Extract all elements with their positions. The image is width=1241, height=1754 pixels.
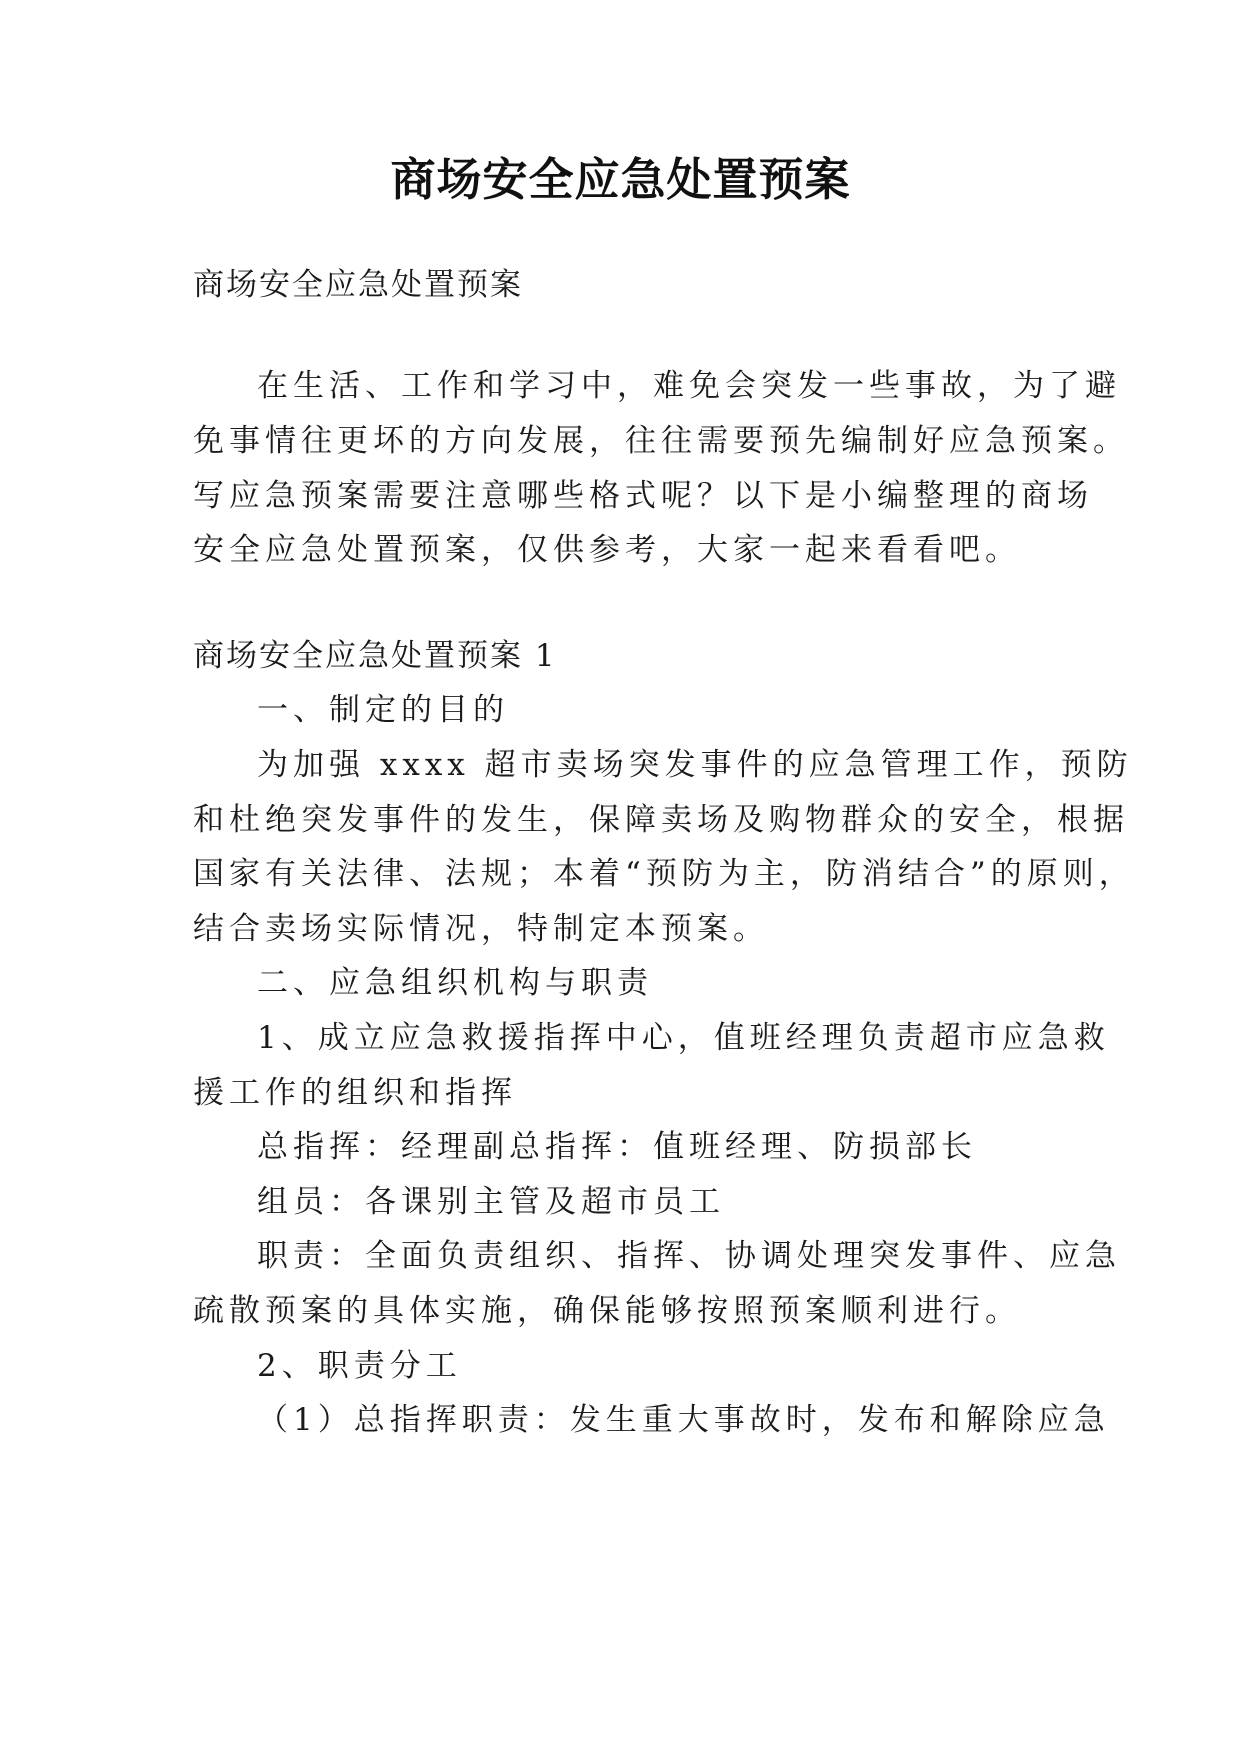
intro-line: 免事情往更坏的方向发展，往往需要预先编制好应急预案。 xyxy=(193,423,1129,459)
document-title: 商场安全应急处置预案 xyxy=(390,153,851,206)
document-subtitle: 商场安全应急处置预案 xyxy=(193,267,523,303)
body-line: 疏散预案的具体实施，确保能够按照预案顺利进行。 xyxy=(193,1293,1021,1329)
intro-line: 在生活、工作和学习中，难免会突发一些事故，为了避 xyxy=(257,368,1121,404)
body-line: （1）总指挥职责：发生重大事故时，发布和解除应急 xyxy=(257,1402,1110,1438)
heading-organization: 二、应急组织机构与职责 xyxy=(257,965,653,1001)
body-line: 组员：各课别主管及超市员工 xyxy=(257,1184,725,1220)
body-line: 1、成立应急救援指挥中心，值班经理负责超市应急救 xyxy=(257,1020,1110,1056)
body-line: 职责：全面负责组织、指挥、协调处理突发事件、应急 xyxy=(257,1238,1121,1274)
heading-duties: 2、职责分工 xyxy=(257,1348,462,1384)
body-line: 国家有关法律、法规；本着“预防为主，防消结合”的原则， xyxy=(193,856,1135,892)
body-line: 和杜绝突发事件的发生，保障卖场及购物群众的安全，根据 xyxy=(193,802,1129,838)
heading-purpose: 一、制定的目的 xyxy=(257,692,509,728)
body-line: 援工作的组织和指挥 xyxy=(193,1075,517,1111)
intro-line: 安全应急处置预案，仅供参考，大家一起来看看吧。 xyxy=(193,532,1021,568)
body-line: 结合卖场实际情况，特制定本预案。 xyxy=(193,911,769,947)
body-line: 总指挥：经理副总指挥：值班经理、防损部长 xyxy=(257,1129,977,1165)
section-heading: 商场安全应急处置预案 1 xyxy=(193,638,557,674)
body-line: 为加强 xxxx 超市卖场突发事件的应急管理工作，预防 xyxy=(257,747,1133,783)
intro-line: 写应急预案需要注意哪些格式呢？以下是小编整理的商场 xyxy=(193,478,1093,514)
